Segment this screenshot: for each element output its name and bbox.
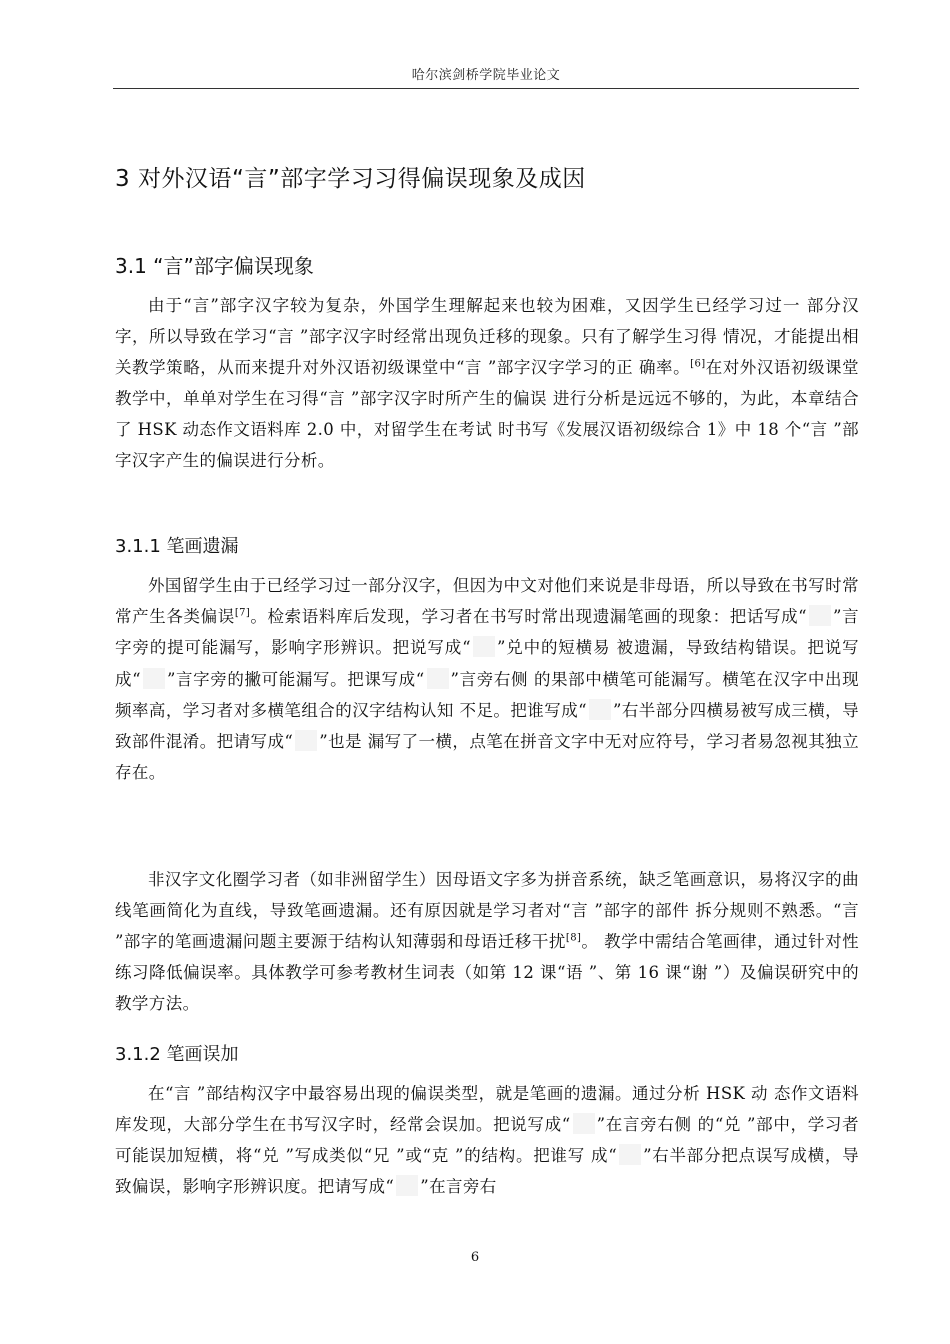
paragraph-addition	[115, 1078, 859, 1202]
section-title: 3.1 “言”部字偏误现象	[115, 254, 314, 278]
paragraph-text: ”兑中的短横易 被遗漏，导致结构错误。把说写成“	[115, 638, 859, 689]
paragraph-intro	[115, 290, 859, 476]
paragraph-text: ”在言旁右	[420, 1177, 497, 1196]
handwritten-qing-icon	[396, 1175, 418, 1196]
paragraph-text: ”右半部分把点误写成横，导致偏误，影响字形辨识度。把请写成“	[115, 1146, 860, 1196]
handwritten-ke-icon	[427, 668, 449, 689]
handwritten-hua-icon	[809, 605, 831, 626]
subsection-title-omission: 3.1.1 笔画遗漏	[115, 536, 239, 557]
paragraph-text: 。检索语料库后发现，学习者在书写时常出现遗漏笔画的现象：把话写成“	[250, 607, 808, 627]
paragraph-causes	[115, 864, 859, 1019]
paragraph-text: 由于“言”部字汉字较为复杂，外国学生理解起来也较为困难，又因学生已经学习过一 部分汉字，所以导致在学习“言 ”部字汉字时经常出现负迁移的现象。只有了解学生习得 情况，才能提出相关教学策略，从而来提升对外汉语初级课堂中“言 ”部字汉字学习的正 确率。	[115, 296, 859, 377]
paragraph-text: 在对外汉语初级课堂教学中，单单对学生在习得“言 ”部字汉字时所产生的偏误 进行分析是远远不够的，为此，本章结合了 HSK 动态作文语料库 2.0 中，对留学生在考试 时书写《发展汉语初级综合 1》中 18 个“言 ”部字汉字产生的偏误进行分析。	[115, 358, 859, 470]
header-rule	[113, 88, 859, 89]
chapter-title: 3 对外汉语“言”部字学习习得偏误现象及成因	[115, 166, 586, 192]
paragraph-text: 。 教学中需结合笔画律，通过针对性练习降低偏误率。具体教学可参考教材生词表（如第 12 课“语 ”、第 16 课“谢 ”）及偏误研究中的教学方法。	[115, 932, 859, 1013]
paragraph-text: ”言字旁的提可能漏写，影响字形辨识。把说写成“	[115, 607, 859, 658]
running-header: 哈尔滨剑桥学院毕业论文	[411, 68, 561, 83]
citation: [6]	[690, 358, 706, 370]
handwritten-shuo-icon	[473, 636, 495, 657]
handwritten-shui-icon	[589, 699, 611, 720]
subsection-title-addition: 3.1.2 笔画误加	[115, 1044, 239, 1065]
citation: [7]	[234, 607, 251, 619]
paragraph-text: ”言旁右侧 的果部中横笔可能漏写。横笔在汉字中出现频率高，学习者对多横笔组合的汉字结构认知 不足。把谁写成“	[115, 669, 859, 720]
handwritten-qing-icon	[295, 730, 317, 751]
handwritten-shuo-icon	[143, 668, 165, 689]
paragraph-text: 非汉字文化圈学习者（如非洲留学生）因母语文字多为拼音系统，缺乏笔画意识，易将汉字的曲线笔画简化为直线，导致笔画遗漏。还有原因就是学习者对“言 ”部字的部件 拆分规则不熟悉。“言 ”部字的笔画遗漏问题主要源于结构认知薄弱和母语迁移干扰	[115, 870, 859, 951]
paragraph-text: 在“言 ”部结构汉字中最容易出现的偏误类型，就是笔画的遗漏。通过分析 HSK 动 态作文语料库发现，大部分学生在书写汉字时，经常会误加。把说写成“	[115, 1084, 859, 1134]
paragraph-text: 外国留学生由于已经学习过一部分汉字，但因为中文对他们来说是非母语，所以导致在书写时常常产生各类偏误	[115, 576, 859, 627]
paragraph-omission	[115, 570, 859, 788]
paragraph-text: ”也是 漏写了一横，点笔在拼音文字中无对应符号，学习者易忽视其独立存在。	[115, 732, 859, 783]
handwritten-shuo-icon	[573, 1113, 595, 1134]
citation: [8]	[565, 932, 582, 944]
page-number: 6	[470, 1250, 480, 1265]
paragraph-text: ”右半部分四横易被写成三横，导致部件混淆。把请写成“	[115, 700, 859, 752]
paragraph-text: ”言字旁的撇可能漏写。把课写成“	[166, 669, 425, 689]
paragraph-text: ”在言旁右侧 的“兑 ”部中，学习者可能误加短横，将“兑 ”写成类似“兄 ”或“克 ”的结构。把谁写 成“	[115, 1115, 859, 1165]
handwritten-shui-icon	[619, 1144, 641, 1165]
